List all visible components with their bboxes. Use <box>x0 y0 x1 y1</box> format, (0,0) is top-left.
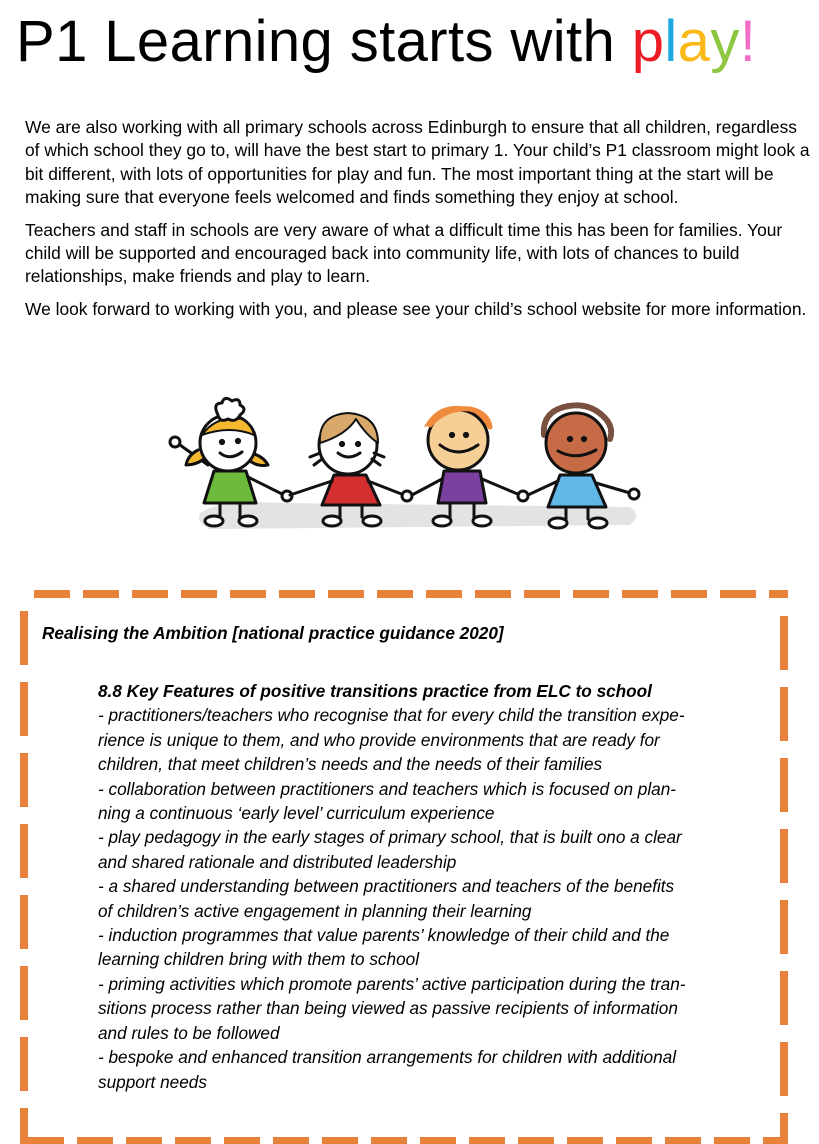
guidance-line: sitions process rather than being viewed as passive recipients of information <box>98 998 678 1019</box>
guidance-line: - a shared understanding between practitioners and teachers of the benefits <box>98 876 675 897</box>
border-dash <box>28 1137 64 1144</box>
border-dash <box>780 829 788 883</box>
guidance-line: learning children bring with them to school <box>98 949 420 970</box>
border-dash <box>769 590 788 598</box>
border-dash <box>20 682 28 736</box>
border-dash <box>665 1137 701 1144</box>
border-dash <box>279 590 315 598</box>
border-dash <box>126 1137 162 1144</box>
guidance-list <box>98 703 748 1094</box>
guidance-heading: Realising the Ambition [national practice guidance 2020] <box>42 623 504 643</box>
intro-paragraph: Teachers and staff in schools are very aware of what a difficult time this has been for families. Your child will be supported and encouraged back into community life, with lots of chances to build relationships, make friends and play to learn. <box>25 219 783 287</box>
guidance-subheading: 8.8 Key Features of positive transitions practice from ELC to school <box>98 681 652 701</box>
border-dash <box>181 590 217 598</box>
intro-text <box>25 116 815 330</box>
guidance-line: ning a continuous ‘early level’ curriculum experience <box>98 803 495 824</box>
border-dash <box>616 1137 652 1144</box>
border-dash <box>780 758 788 812</box>
border-dash <box>780 1042 788 1096</box>
border-dash <box>371 1137 407 1144</box>
border-dash <box>34 590 70 598</box>
border-dash <box>475 590 511 598</box>
intro-paragraph: We are also working with all primary schools across Edinburgh to ensure that all children, regardless of which school they go to, will have the best start to primary 1. Your child’s P1 classroom might look a bit different, with lots of opportunities for play and fun. The most important thing at the start will be making sure that everyone feels welcomed and finds something they enjoy at school. <box>25 117 810 208</box>
guidance-line: - play pedagogy in the early stages of primary school, that is built ono a clear <box>98 827 682 848</box>
border-dash <box>714 1137 750 1144</box>
border-dash <box>780 971 788 1025</box>
border-dash <box>671 590 707 598</box>
border-dash <box>780 1113 788 1144</box>
children-holding-hands-image <box>160 395 650 540</box>
intro-paragraph: We look forward to working with you, and please see your child’s school website for more information. <box>25 298 807 319</box>
guidance-line: - practitioners/teachers who recognise that for every child the transition expe- <box>98 705 685 726</box>
guidance-line: children, that meet children’s needs and the needs of their families <box>98 754 603 775</box>
guidance-line: and rules to be followed <box>98 1022 280 1043</box>
guidance-line: - bespoke and enhanced transition arrangements for children with additional <box>98 1047 677 1068</box>
border-dash <box>132 590 168 598</box>
border-dash <box>622 590 658 598</box>
border-dash <box>524 590 560 598</box>
guidance-line: - priming activities which promote parents’ active participation during the tran- <box>98 973 686 994</box>
border-dash <box>720 590 756 598</box>
border-dash <box>780 616 788 670</box>
guidance-box <box>20 590 788 1144</box>
guidance-line: and shared rationale and distributed leadership <box>98 851 457 872</box>
border-dash <box>20 753 28 807</box>
guidance-line: support needs <box>98 1071 207 1092</box>
guidance-line: - induction programmes that value parents’ knowledge of their child and the <box>98 925 670 946</box>
border-dash <box>567 1137 603 1144</box>
title-exclamation: ! <box>739 9 757 74</box>
border-dash <box>20 895 28 949</box>
border-dash <box>20 1108 28 1144</box>
border-dash <box>328 590 364 598</box>
guidance-line: rience is unique to them, and who provide environments that are ready for <box>98 729 660 750</box>
border-dash <box>322 1137 358 1144</box>
border-dash <box>77 1137 113 1144</box>
border-dash <box>469 1137 505 1144</box>
border-dash <box>780 687 788 741</box>
border-dash <box>83 590 119 598</box>
page-title <box>16 2 756 82</box>
border-dash <box>20 611 28 665</box>
border-dash <box>20 824 28 878</box>
guidance-line: of children’s active engagement in planning their learning <box>98 900 532 921</box>
title-letter-y: y <box>710 9 740 74</box>
border-dash <box>780 900 788 954</box>
title-letter-l: l <box>664 9 678 74</box>
border-dash <box>175 1137 211 1144</box>
border-dash <box>20 1037 28 1091</box>
border-dash <box>573 590 609 598</box>
border-dash <box>224 1137 260 1144</box>
title-letter-a: a <box>677 9 711 74</box>
title-text: P1 Learning starts with <box>16 9 632 74</box>
title-letter-p: p <box>631 9 665 74</box>
border-dash <box>20 966 28 1020</box>
border-dash <box>518 1137 554 1144</box>
border-dash <box>273 1137 309 1144</box>
guidance-body <box>98 679 748 1094</box>
border-dash <box>426 590 462 598</box>
guidance-line: - collaboration between practitioners and teachers which is focused on plan- <box>98 778 677 799</box>
border-dash <box>230 590 266 598</box>
border-dash <box>377 590 413 598</box>
border-dash <box>420 1137 456 1144</box>
children-illustration <box>160 395 650 540</box>
